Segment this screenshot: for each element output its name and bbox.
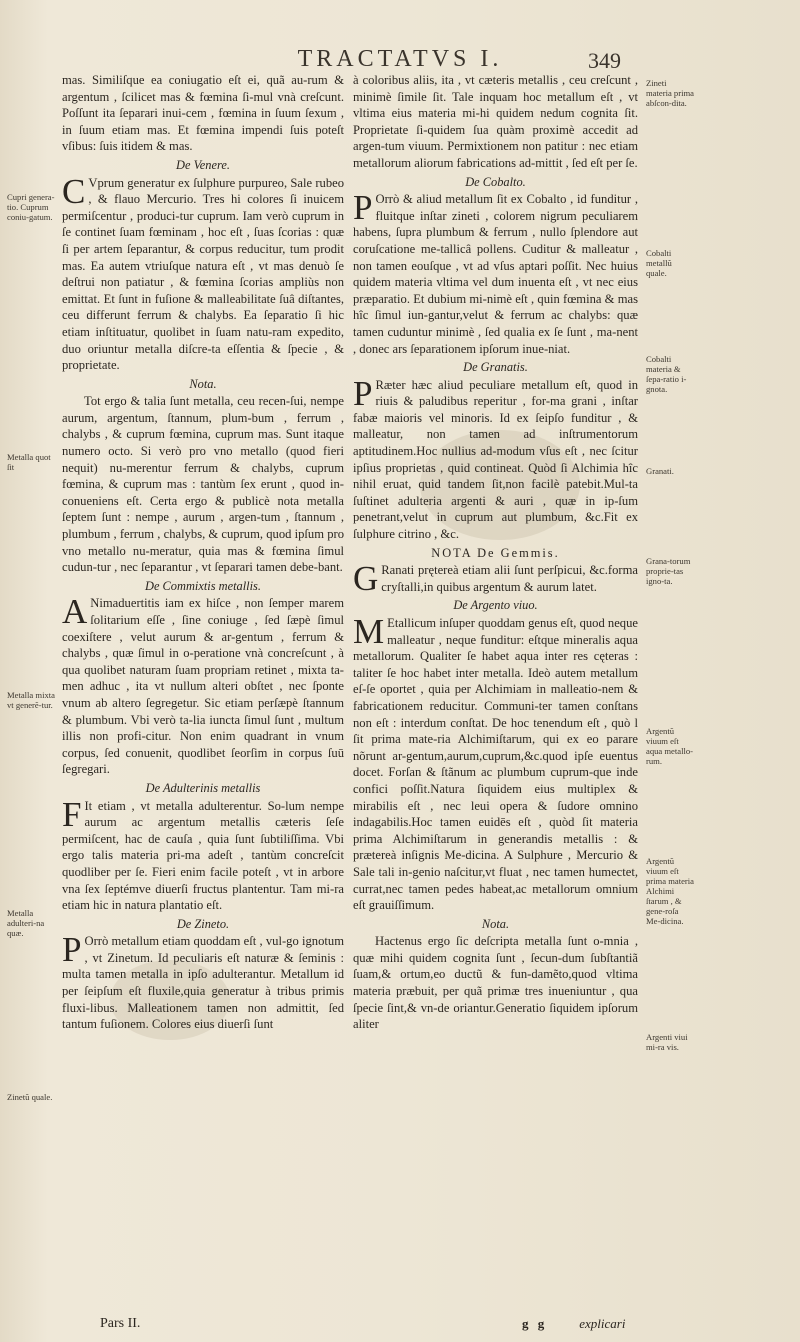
paragraph: M Etallicum inſuper quoddam genus eſt, quod neque malleatur , neque funditur: eſtque mineralis aqua metallorum. Qualiter ſe habet aqua inter res cęteras : taliter ſe hoc habet inter metalla. Ideò autem metallum eſ-ſe oportet , quia per Alchimiam in malleatio-nem & fabricationem reducitur. Communi-ter tamen conſtans non eſt : interdum conſtat. De hoc tenendum eſt , quò l ſit prima mate-ria Alchimiſtarum, qui ex eo parare nõrunt ar-gentum,aurum,cuprum,&c.quod ipſe euentus docet. Forſan & ſtãnum ac plumbum cuprum-que inde confici poſſit.Natura ſiquidem eius multiplex & mirabilis eſt , nec leui opera & ſudore omnino indagabilis.Hoc tamen euidēs eſt , quòd ſit materia prima Alchimiſtarum in generandis metallis : & prætereà inſignis Me-dicina. A Sulphure , Mercurio & Sale tali in-genio naſcitur,vt fluat , nec tamen humectet, currat,nec tamen pedes habeat,ac metallorum omnium eſt grauiſſimum.	[353, 612, 638, 913]
paragraph: F It etiam , vt metalla adulterentur. So-lum nempe aurum ac argentum metallis cæteris ſeſe permiſcent, hac de cauſa , quia ſunt ſubtiliſſima. Vbi ergo talis materia pri-ma adeſt , tantùm concreſcit quodliber per ſe. Fieri enim facile poteſt , vt in arbore vna ſex ſeptémve diuerſi fructus plantentur. Tam mi-ra etiam hic in natura plantatio eſt.	[62, 794, 344, 913]
part-label: Pars II.	[100, 1316, 141, 1331]
signature-line	[522, 1316, 625, 1332]
paragraph: C Vprum generatur ex ſulphure purpureo, Sale rubeo , & flauo Mercurio. Tres hi colores ſi inuicem permiſcentur , produci-tur cuprum. Iam verò cuprum in ſe continet ſuam fœminam , hoc eſt , ſuas ſcorias : quæ ſi per artem ſeparantur, & corpus reducitur, tum prodit mas. Ea autem vtriuſque natura eſt , vt mas denuò ſe deſtrui non patiatur , & fœmina ſcorias ampliùs non emittat. Et ſunt in fuſione & malleabilitate ſuâ diſtantes, ceu differunt ferrum & chalybs. Ea ſeparatio ſi hic etiam inſtituatur, quolibet in ſuam natu-ram expedito, duo oriuntur metalla diſcre-ta eſſentia & ſpecie , & proprietate.	[62, 171, 344, 373]
drop-cap: F	[62, 794, 82, 834]
margin-note: Metalla quot ſit	[7, 452, 51, 472]
section-heading: De Venere.	[176, 157, 230, 172]
drop-cap: M	[353, 612, 385, 651]
margin-note: Zinetũ quale.	[7, 1092, 53, 1102]
margin-note: Cobalti metallũ quale.	[646, 248, 672, 278]
paragraph: mas. Similiſque ea coniugatio eſt ei, quã au-rum & argentum , ſcilicet mas & fœmina ſi-mul vnà creſcunt. Poſſunt ita ſeparari inui-cem , fœmina in ſuum ſexum , in ſuum etiam mas. Et fœmina impendi ſuis poteſt vſibus: ſuis itidem & mas.	[62, 73, 344, 154]
section-heading: Nota.	[481, 916, 510, 931]
drop-cap: G	[353, 559, 379, 599]
paragraph: P Orrò metallum etiam quoddam eſt , vul-go ignotum , vt Zinetum. Id peculiaris eſt naturæ & ſeminis : multa tamen metalla in ipſo adulterantur. Metallum id per ſeipſum eſt fluxile,quia generatur à tribus primis fluxi-libus. Malleationem tamen non admittit, ſed tantum fuſionem. Colores eius diuerſi ſunt	[62, 930, 344, 1032]
paragraph: Hactenus ergo ſic deſcripta metalla ſunt o-mnia , quæ mihi quidem cognita ſunt , ſecun-dum ſubſtantiã ſuam,& ortum,eo ductũ & fun-damẽto,quod vltima materia præbuit, per quã primæ tres inueniuntur , qua ſpecie ſint,& vn-de oriantur.Generatio ſiquidem ipſorum aliter	[353, 934, 638, 1032]
margin-note: Grana-torum proprie-tas igno-ta.	[646, 556, 691, 586]
margin-note: Cupri genera-tio. Cuprum coniu-gatum.	[7, 192, 55, 222]
drop-cap: P	[62, 930, 82, 970]
left-column	[62, 72, 344, 1033]
section-heading: De Argento viuo.	[453, 598, 538, 613]
section-heading: De Zineto.	[176, 916, 230, 931]
margin-note: Metalla adulteri-na quæ.	[7, 908, 45, 938]
margin-note: Argenti viui mi-ra vis.	[646, 1032, 688, 1052]
catchword: explicari	[579, 1316, 626, 1331]
paragraph: à coloribus aliis, ita , vt cæteris metallis , ceu creſcunt , minimè ſimile ſit. Tale inquam hoc metallum eſt , vt vltima eius materia mi-hi quidem nedum cognita ſit. Proprietate ſi-quidem ſua quàm proximè accedit ad argen-tum viuum. Permixtionem non patitur : nec etiam metallorum aliorum fabrications ad-mittit , ſed eſt per ſe.	[353, 73, 638, 170]
margin-note: Metalla mixta vt generẽ-tur.	[7, 690, 55, 710]
section-heading: NOTA De Gemmis.	[431, 545, 560, 560]
running-title: TRACTATVS I.	[297, 46, 503, 72]
paragraph: Tot ergo & talia ſunt metalla, ceu recen-ſui, nempe aurum, argentum, ſtannum, plum-bum , ferrum , chalybs , & cuprum fœmina, cuprum mas. Sunt itaque numero octo. Si verò pro vno metallo (quod fieri nequit) nu-merentur ferrum & chalybs, cuprum fœmina, & cuprum mas : tantùm ſex erunt , quod in-conueniens eſt. Certa ergo & publicè nota metalla ſeptem ſunt : nempe , aurum , argen-tum , ſtannum , plumbum , ferrum , chalybs, & cuprum, quod ipſum pro vno metallo nu-meratur, quia mas & fœmina ſimul cudun-tur , nec ſeparantur , vt ſeparari tamen debe-bant.	[62, 394, 344, 575]
drop-cap: P	[353, 373, 373, 413]
section-heading: De Commixtis metallis.	[145, 578, 261, 593]
drop-cap: C	[62, 171, 86, 211]
drop-cap: P	[353, 188, 373, 228]
margin-note: Argentũ viuum eſt aqua metallo-rum.	[646, 726, 694, 766]
paragraph: G Ranati prętereà etiam alii ſunt perſpicui, &c.forma cryſtalli,in quibus argentum & aurum latet.	[353, 559, 638, 599]
drop-cap: A	[62, 592, 88, 632]
page-number: 349	[588, 48, 621, 73]
signature-mark: g g	[522, 1316, 548, 1331]
paragraph: A Nimaduertitis iam ex hiſce , non ſemper marem ſolitarium eſſe , ſine coniuge , ſed ſæpè ſimul coexiſtere , velut aurum & ar-gentum , ferrum & chalybs , quæ ſimul in o-peratione vnà concreſcunt , à qua quolibet naturam ſuam propriam retinet , mixta ta-men adhuc , ita vt nullum alteri obſtet , nec ſponte vnum ab altero ſegregetur. Sic etiam perſæpè ſtannum & plumbum. Vbi verò ta-lia iuncta ſimul ſunt , multum illis non profi-citur. Non enim quadrant in vnum corpus, ſed conuenit, quodlibet ſeorſim in corpus ſuū ſegregari.	[62, 592, 344, 777]
section-heading: Nota.	[189, 376, 217, 391]
paragraph: P Ræter hæc aliud peculiare metallum eſt, quod in riuis & paludibus reperitur , for-ma grani , inſtar fabæ maioris vel minoris. Id ex ſeipſo funditur , & malleatur, non tamen ad inſtrumentorum aptitudinem.Hoc nullius ad-modum vſus eſt , nec ſcitur ipſius proprietas , quid contineat. Quòd ſi Alchimia hîc nihil eruat, quid tandem ſit,non facilè patebit.Mul-ta ſuſtinet adulteria argenti & auri , quæ in ip-ſum penetrant,velut in cuprum aut plumbum, &c.Fit ex ſulphure citrino , &c.	[353, 373, 638, 542]
section-heading: De Granatis.	[463, 360, 528, 375]
right-column	[353, 72, 638, 1033]
margin-note: Granati.	[646, 466, 674, 476]
margin-note: Zineti materia prima abſcon-dita.	[646, 78, 694, 108]
margin-note: Cobalti materia & ſepa-ratio i-gnota.	[646, 354, 687, 394]
section-heading: De Cobalto.	[465, 174, 526, 189]
paragraph: P Orrò & aliud metallum ſit ex Cobalto , id funditur , fluitque inſtar zineti , colorem nigrum peculiarem habens, ſupra plumbum & ferrum , nullo ſplendore aut coruſcatione me-tallicâ pollens. Cuditur & malleatur , non tamen eouſque , vt ad vſus aptari poſſit. Nec huius quidem materia vltima vel dum inuenta eſt , vt nec eius præparatio. Et dubium mi-nimè eſt , quin fœmina & mas hîc ſimul iun-gantur,velut & ferrum ac chalybs: quæ tamen cuduntur minimè , ſed qualia ex ſe ſunt , ma-nent , donec ars ſeparationem ipſorum inue-niat.	[353, 188, 638, 356]
margin-note: Argentũ viuum eſt prima materia Alchimi ſtarum , & gene-roſa Me-dicina.	[646, 856, 694, 926]
section-heading: De Adulterinis metallis	[145, 780, 261, 795]
